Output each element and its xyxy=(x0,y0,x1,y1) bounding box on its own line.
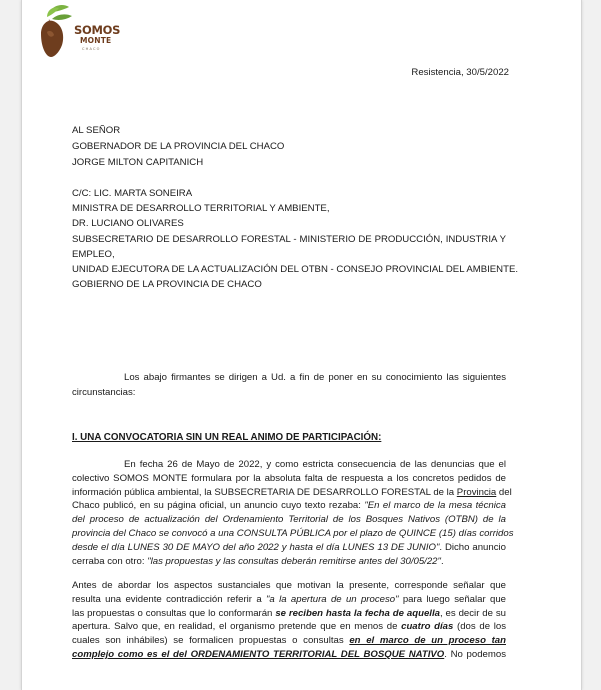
letter-date: Resistencia, 30/5/2022 xyxy=(411,67,509,78)
cc-line: EMPLEO, xyxy=(72,249,115,260)
logo-word-monte: MONTE xyxy=(80,36,112,45)
somos-monte-logo xyxy=(36,4,128,60)
cc-line: GOBIERNO DE LA PROVINCIA DE CHACO xyxy=(72,279,262,290)
intro-paragraph: Los abajo firmantes se dirigen a Ud. a fin de poner en su conocimiento las siguientes circunstancias: xyxy=(72,372,506,398)
addressee-line: GOBERNADOR DE LA PROVINCIA DEL CHACO xyxy=(72,141,285,152)
logo-word-chaco: CHACO xyxy=(82,47,101,51)
body-paragraph-2: Antes de abordar los aspectos sustanciales que motivan la presente, corresponde señalar que resulta una evidente contradicción referir a "a la apertura de un proceso" para luego señalar que las propuestas o consultas que lo conformarán se reciben hasta la fecha de aquella, es decir de su apertura. Salvo que, en realidad, el organismo pretende que en menos de cuatro días (dos de los cuales son inhábiles) se formalicen propuestas o consultas en el marco de un proceso tan complejo como es el del ORDENAMIENTO TERRITORIAL DEL BOSQUE NATIVO. No podemos xyxy=(72,580,507,660)
document-page xyxy=(21,0,582,690)
cc-line: MINISTRA DE DESARROLLO TERRITORIAL Y AMBIENTE, xyxy=(72,203,330,214)
cc-line: C/C: LIC. MARTA SONEIRA xyxy=(72,188,193,199)
addressee-line: JORGE MILTON CAPITANICH xyxy=(72,157,204,168)
cc-line: DR. LUCIANO OLIVARES xyxy=(72,218,184,229)
tree-leaf-icon xyxy=(36,4,76,60)
section-heading: I. UNA CONVOCATORIA SIN UN REAL ANIMO DE PARTICIPACIÓN: xyxy=(72,432,382,443)
body-paragraph-1: En fecha 26 de Mayo de 2022, y como estricta consecuencia de las denuncias que el colectivo SOMOS MONTE formulara por la absoluta falta de respuesta a los concretos pedidos de información pública ambiental, la SUBSECRETARIA DE DESARROLLO FORESTAL de la Provincia del Chaco publicó, en su página oficial, un anuncio cuyo texto rezaba: "En el marco de la mesa técnica del proceso de actualización del Ordenamiento Territorial de los Bosques Nativos (OTBN) de la provincia del Chaco se convocó a una CONSULTA PÚBLICA por el plazo de QUINCE (15) días corridos desde el día LUNES 30 DE MAYO del año 2022 y hasta el día LUNES 13 DE JUNIO". Dicho anuncio cerraba con otro: "las propuestas y las consultas deberán remitirse antes del 30/05/22". xyxy=(72,459,514,567)
logo-word-somos: SOMOS xyxy=(74,23,121,37)
cc-line: UNIDAD EJECUTORA DE LA ACTUALIZACIÓN DEL OTBN - CONSEJO PROVINCIAL DEL AMBIENTE. xyxy=(72,264,519,275)
cc-line: SUBSECRETARIO DE DESARROLLO FORESTAL - MINISTERIO DE PRODUCCIÓN, INDUSTRIA Y xyxy=(72,234,506,245)
addressee-line: AL SEÑOR xyxy=(72,125,121,136)
